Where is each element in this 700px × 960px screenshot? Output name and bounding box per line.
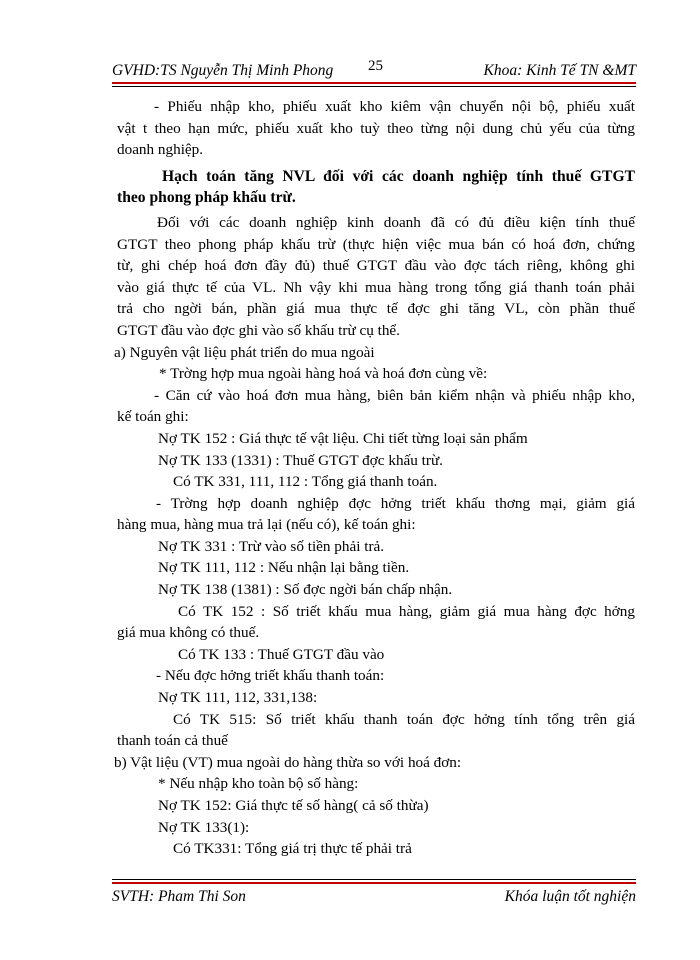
subsection-heading: a) Nguyên vật liệu phát triển do mua ngoài bbox=[114, 343, 375, 361]
accounting-entry: Nợ TK 138 (1381) : Số đợc ngời bán chấp nhận. bbox=[158, 581, 453, 599]
text-line: * Nếu nhập kho toàn bộ số hàng: bbox=[158, 775, 359, 793]
accounting-entry: Nợ TK 111, 112 : Nếu nhận lại bằng tiền. bbox=[158, 559, 410, 577]
accounting-entry: Có TK 331, 111, 112 : Tổng giá thanh toán. bbox=[173, 473, 438, 491]
accounting-entry: Nợ TK 152: Giá thực tế số hàng( cả số thừa) bbox=[158, 797, 429, 814]
text-line: trả cho ngời bán, phần giá mua thực tế đợc ghi tăng VL, còn phần thuế bbox=[117, 300, 635, 318]
accounting-entry: Nợ TK 133 (1331) : Thuế GTGT đợc khấu trừ. bbox=[158, 451, 443, 469]
text-line: kế toán ghi: bbox=[117, 408, 189, 426]
text-line: - Căn cứ vào hoá đơn mua hàng, biên bản kiểm nhận và phiếu nhập kho, bbox=[154, 386, 635, 404]
text-line: - Phiếu nhập kho, phiếu xuất kho kiêm vận chuyển nội bộ, phiếu xuất bbox=[154, 98, 635, 115]
footer-rule-black bbox=[112, 879, 636, 880]
header-rule-red bbox=[112, 82, 636, 84]
text-line: * Trờng hợp mua ngoài hàng hoá và hoá đơn cùng về: bbox=[159, 365, 488, 383]
text-line: - Nếu đợc hởng triết khấu thanh toán: bbox=[156, 667, 385, 685]
subsection-heading: b) Vật liệu (VT) mua ngoài do hàng thừa so với hoá đơn: bbox=[114, 753, 462, 771]
accounting-entry: Nợ TK 331 : Trừ vào số tiền phải trả. bbox=[158, 537, 385, 555]
text-line: thanh toán cả thuế bbox=[117, 732, 228, 750]
page-header bbox=[112, 58, 636, 80]
text-line: GTGT theo phong pháp khấu trừ (thực hiện việc mua bán có hoá đơn, chứng bbox=[117, 235, 635, 253]
accounting-entry: Nợ TK 152 : Giá thực tế vật liệu. Chi tiết từng loại sản phẩm bbox=[158, 429, 528, 447]
text-line: vật t theo hạn mức, phiếu xuất kho tuỳ theo từng nội dung chủ yếu của từng bbox=[117, 119, 635, 137]
section-heading: theo phong pháp khấu trừ. bbox=[117, 189, 296, 207]
accounting-entry: Có TK 133 : Thuế GTGT đầu vào bbox=[178, 645, 385, 663]
text-line: từ, ghi chép hoá đơn đầy đủ) thuế GTGT đầu vào đợc tách riêng, không ghi bbox=[117, 257, 635, 275]
header-rule-black bbox=[112, 86, 636, 87]
text-line: vào giá thực tế của VL. Nh vậy khi mua hàng trong tổng giá thanh toán phải bbox=[117, 278, 635, 296]
text-line: Đối với các doanh nghiệp kinh doanh đã có đủ điều kiện tính thuế bbox=[157, 213, 635, 231]
page-body bbox=[114, 96, 635, 860]
footer-rule-red bbox=[112, 882, 636, 884]
text-line: hàng mua, hàng mua trả lại (nếu có), kế toán ghi: bbox=[117, 516, 416, 534]
section-heading: Hạch toán tăng NVL đối với các doanh nghiệp tính thuế GTGT bbox=[162, 167, 635, 185]
text-line: giá mua không có thuế. bbox=[117, 624, 260, 642]
header-supervisor: GVHD:TS Nguyễn Thị Minh Phong bbox=[112, 62, 334, 79]
footer-author: SVTH: Pham Thi Son bbox=[112, 888, 246, 905]
page-number: 25 bbox=[368, 58, 383, 74]
text-line: doanh nghiệp. bbox=[117, 141, 204, 159]
page-footer bbox=[112, 888, 636, 908]
text-line: GTGT đầu vào đợc ghi vào số khấu trừ cụ thể. bbox=[117, 321, 400, 339]
accounting-entry: Nợ TK 111, 112, 331,138: bbox=[158, 689, 318, 707]
text-line: - Trờng hợp doanh nghiệp đợc hởng triết khấu thơng mại, giảm giá bbox=[156, 494, 635, 512]
accounting-entry: Nợ TK 133(1): bbox=[158, 818, 250, 836]
accounting-entry: Có TK 515: Số triết khấu thanh toán đợc hởng tính tổng trên giá bbox=[173, 710, 635, 728]
accounting-entry: Có TK 152 : Số triết khấu mua hàng, giảm giá mua hàng đợc hởng bbox=[178, 602, 635, 620]
accounting-entry: Có TK331: Tổng giá trị thực tế phải trả bbox=[173, 840, 412, 858]
header-faculty: Khoa: Kinh Tế TN &MT bbox=[483, 62, 636, 79]
footer-thesis-label: Khóa luận tốt nghiện bbox=[504, 888, 636, 905]
